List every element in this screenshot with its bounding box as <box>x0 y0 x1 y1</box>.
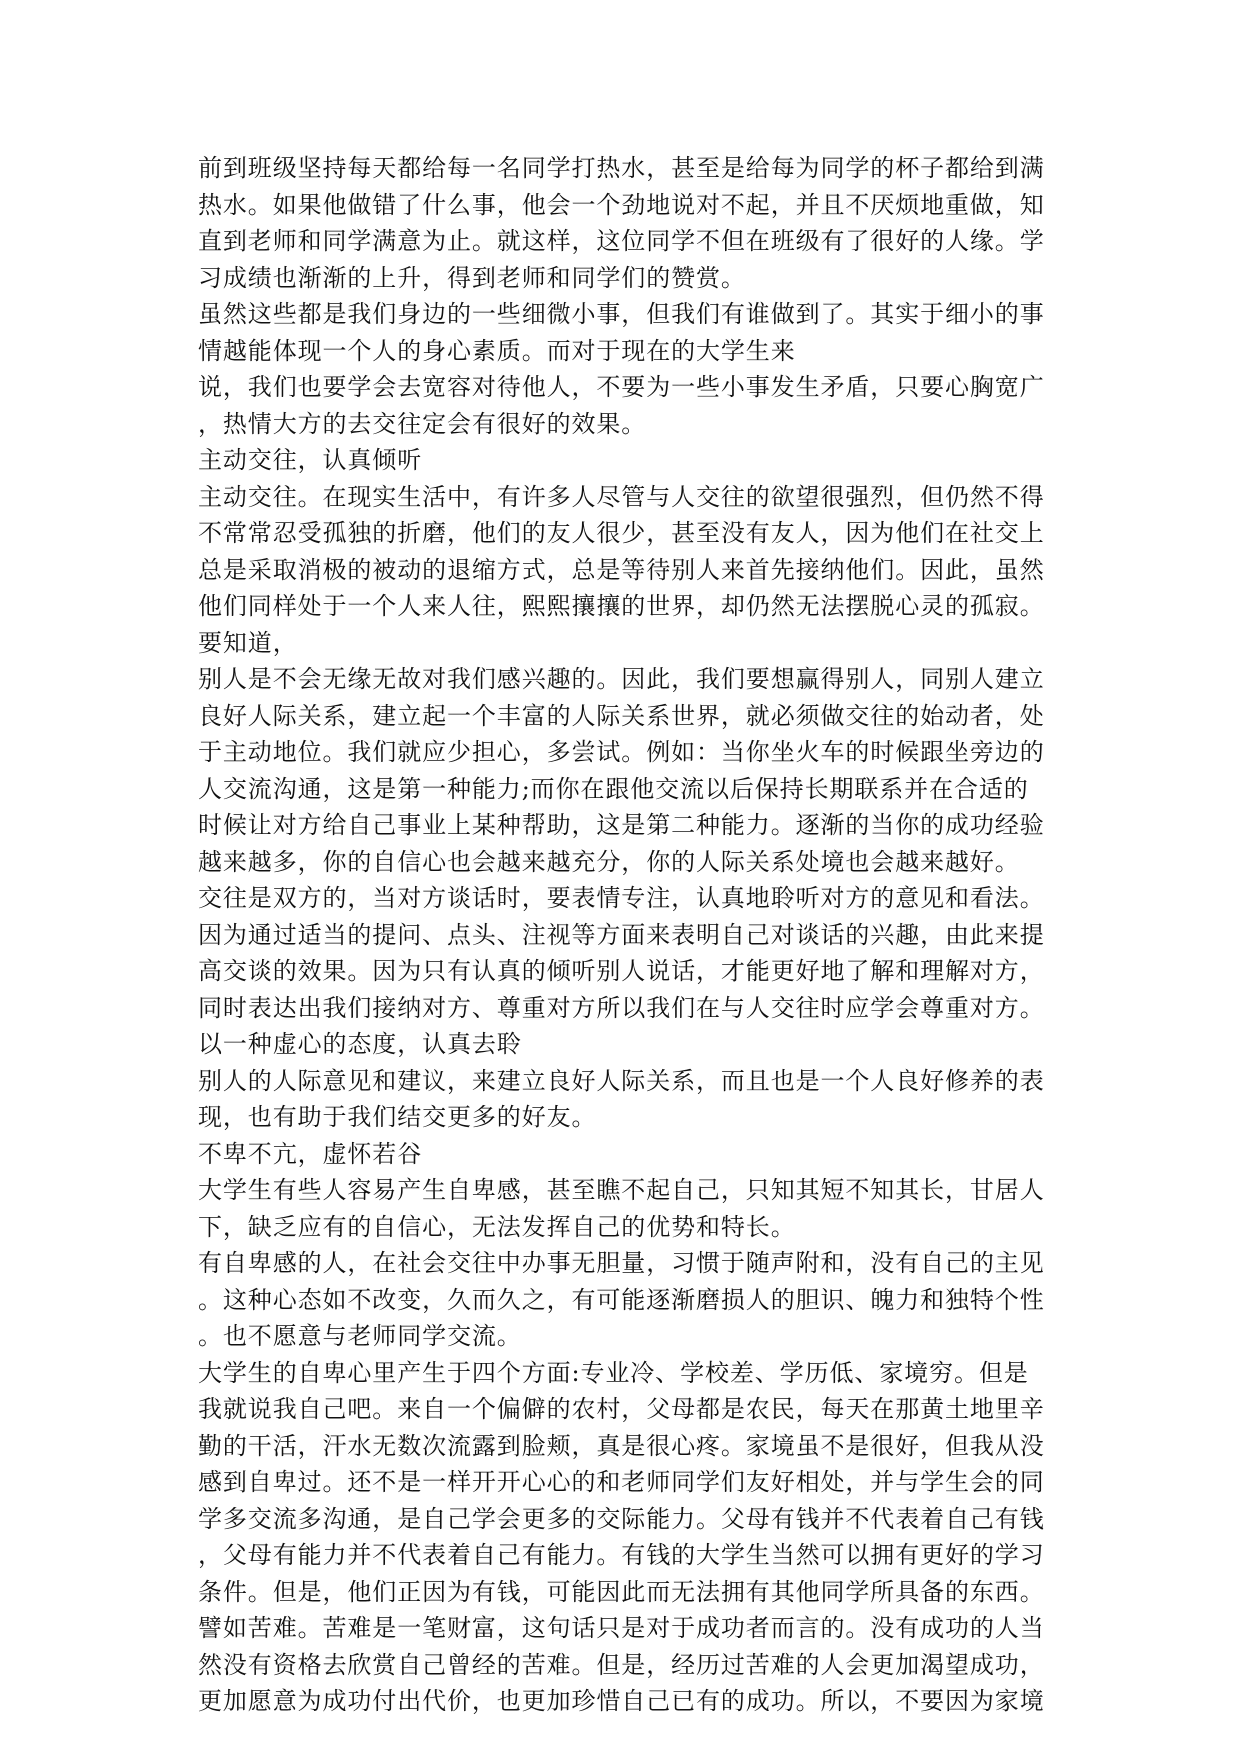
text-line: 大学生有些人容易产生自卑感，甚至瞧不起自己，只知其短不知其长，甘居人 <box>198 1176 1045 1204</box>
text-line: 不常常忍受孤独的折磨，他们的友人很少，甚至没有友人，因为他们在社交上 <box>198 519 1045 547</box>
text-line: 越来越多，你的自信心也会越来越充分，你的人际关系处境也会越来越好。 <box>198 847 1020 876</box>
text-line: 交往是双方的，当对方谈话时，要表情专注，认真地聆听对方的意见和看法。 <box>198 884 1045 912</box>
text-line: 。这种心态如不改变，久而久之，有可能逐渐磨损人的胆识、魄力和独特个性 <box>198 1285 1045 1314</box>
text-line: 譬如苦难。苦难是一笔财富，这句话只是对于成功者而言的。没有成功的人当 <box>198 1614 1045 1642</box>
text-line: 时候让对方给自己事业上某种帮助，这是第二种能力。逐渐的当你的成功经验 <box>198 811 1045 839</box>
text-line: 以一种虚心的态度，认真去聆 <box>198 1030 522 1058</box>
text-line: 有自卑感的人，在社会交往中办事无胆量，习惯于随声附和，没有自己的主见 <box>198 1249 1045 1277</box>
text-line: 前到班级坚持每天都给每一名同学打热水，甚至是给每为同学的杯子都给到满 <box>198 154 1045 182</box>
text-line: ，父母有能力并不代表着自己有能力。有钱的大学生当然可以拥有更好的学习 <box>198 1541 1045 1569</box>
text-line: 高交谈的效果。因为只有认真的倾听别人说话，才能更好地了解和理解对方， <box>198 957 1045 985</box>
text-line: ，热情大方的去交往定会有很好的效果。 <box>198 409 647 438</box>
text-line: 不卑不亢，虚怀若谷 <box>198 1139 423 1168</box>
text-line: 大学生的自卑心里产生于四个方面:专业冷、学校差、学历低、家境穷。但是 <box>198 1358 1029 1387</box>
text-line: 勤的干活，汗水无数次流露到脸颊，真是很心疼。家境虽不是很好，但我从没 <box>198 1431 1045 1460</box>
text-line: 现，也有助于我们结交更多的好友。 <box>198 1103 597 1131</box>
text-line: 我就说我自己吧。来自一个偏僻的农村，父母都是农民，每天在那黄土地里辛 <box>198 1395 1045 1423</box>
text-line: 情越能体现一个人的身心素质。而对于现在的大学生来 <box>198 336 796 365</box>
text-line: 同时表达出我们接纳对方、尊重对方所以我们在与人交往时应学会尊重对方。 <box>198 993 1045 1022</box>
text-line: 虽然这些都是我们身边的一些细微小事，但我们有谁做到了。其实于细小的事 <box>198 300 1045 328</box>
text-line: 总是采取消极的被动的退缩方式，总是等待别人来首先接纳他们。因此，虽然 <box>198 555 1045 584</box>
text-line: 良好人际关系，建立起一个丰富的人际关系世界，就必须做交往的始动者，处 <box>198 701 1045 730</box>
text-line: 学多交流多沟通，是自己学会更多的交际能力。父母有钱并不代表着自己有钱 <box>198 1504 1045 1533</box>
document-body <box>198 150 1048 1720</box>
text-line: 说，我们也要学会去宽容对待他人，不要为一些小事发生矛盾，只要心胸宽广 <box>198 373 1045 401</box>
text-line: 下，缺乏应有的自信心，无法发挥自己的优势和特长。 <box>198 1212 796 1241</box>
text-line: 习成绩也渐渐的上升，得到老师和同学们的赞赏。 <box>198 263 746 292</box>
text-line: 。也不愿意与老师同学交流。 <box>198 1322 522 1350</box>
text-line: 于主动地位。我们就应少担心，多尝试。例如：当你坐火车的时候跟坐旁边的 <box>198 738 1045 766</box>
text-line: 更加愿意为成功付出代价，也更加珍惜自己已有的成功。所以，不要因为家境 <box>198 1687 1045 1715</box>
text-line: 主动交往。在现实生活中，有许多人尽管与人交往的欲望很强烈，但仍然不得 <box>198 482 1045 511</box>
text-line: 别人是不会无缘无故对我们感兴趣的。因此，我们要想赢得别人，同别人建立 <box>198 665 1045 693</box>
text-line: 别人的人际意见和建议，来建立良好人际关系，而且也是一个人良好修养的表 <box>198 1066 1045 1095</box>
text-line: 人交流沟通，这是第一种能力;而你在跟他交流以后保持长期联系并在合适的 <box>198 774 1029 803</box>
text-line: 因为通过适当的提问、点头、注视等方面来表明自己对谈话的兴趣，由此来提 <box>198 920 1045 949</box>
text-line: 然没有资格去欣赏自己曾经的苦难。但是，经历过苦难的人会更加渴望成功， <box>198 1650 1045 1679</box>
text-line: 主动交往，认真倾听 <box>198 446 423 474</box>
text-line: 要知道， <box>198 628 298 657</box>
text-line: 直到老师和同学满意为止。就这样，这位同学不但在班级有了很好的人缘。学 <box>198 227 1045 255</box>
text-line: 感到自卑过。还不是一样开开心心的和老师同学们友好相处，并与学生会的同 <box>198 1468 1045 1496</box>
text-line: 他们同样处于一个人来人往，熙熙攘攘的世界，却仍然无法摆脱心灵的孤寂。 <box>198 592 1045 620</box>
text-line: 条件。但是，他们正因为有钱，可能因此而无法拥有其他同学所具备的东西。 <box>198 1577 1045 1606</box>
text-line: 热水。如果他做错了什么事，他会一个劲地说对不起，并且不厌烦地重做，知 <box>198 190 1045 219</box>
